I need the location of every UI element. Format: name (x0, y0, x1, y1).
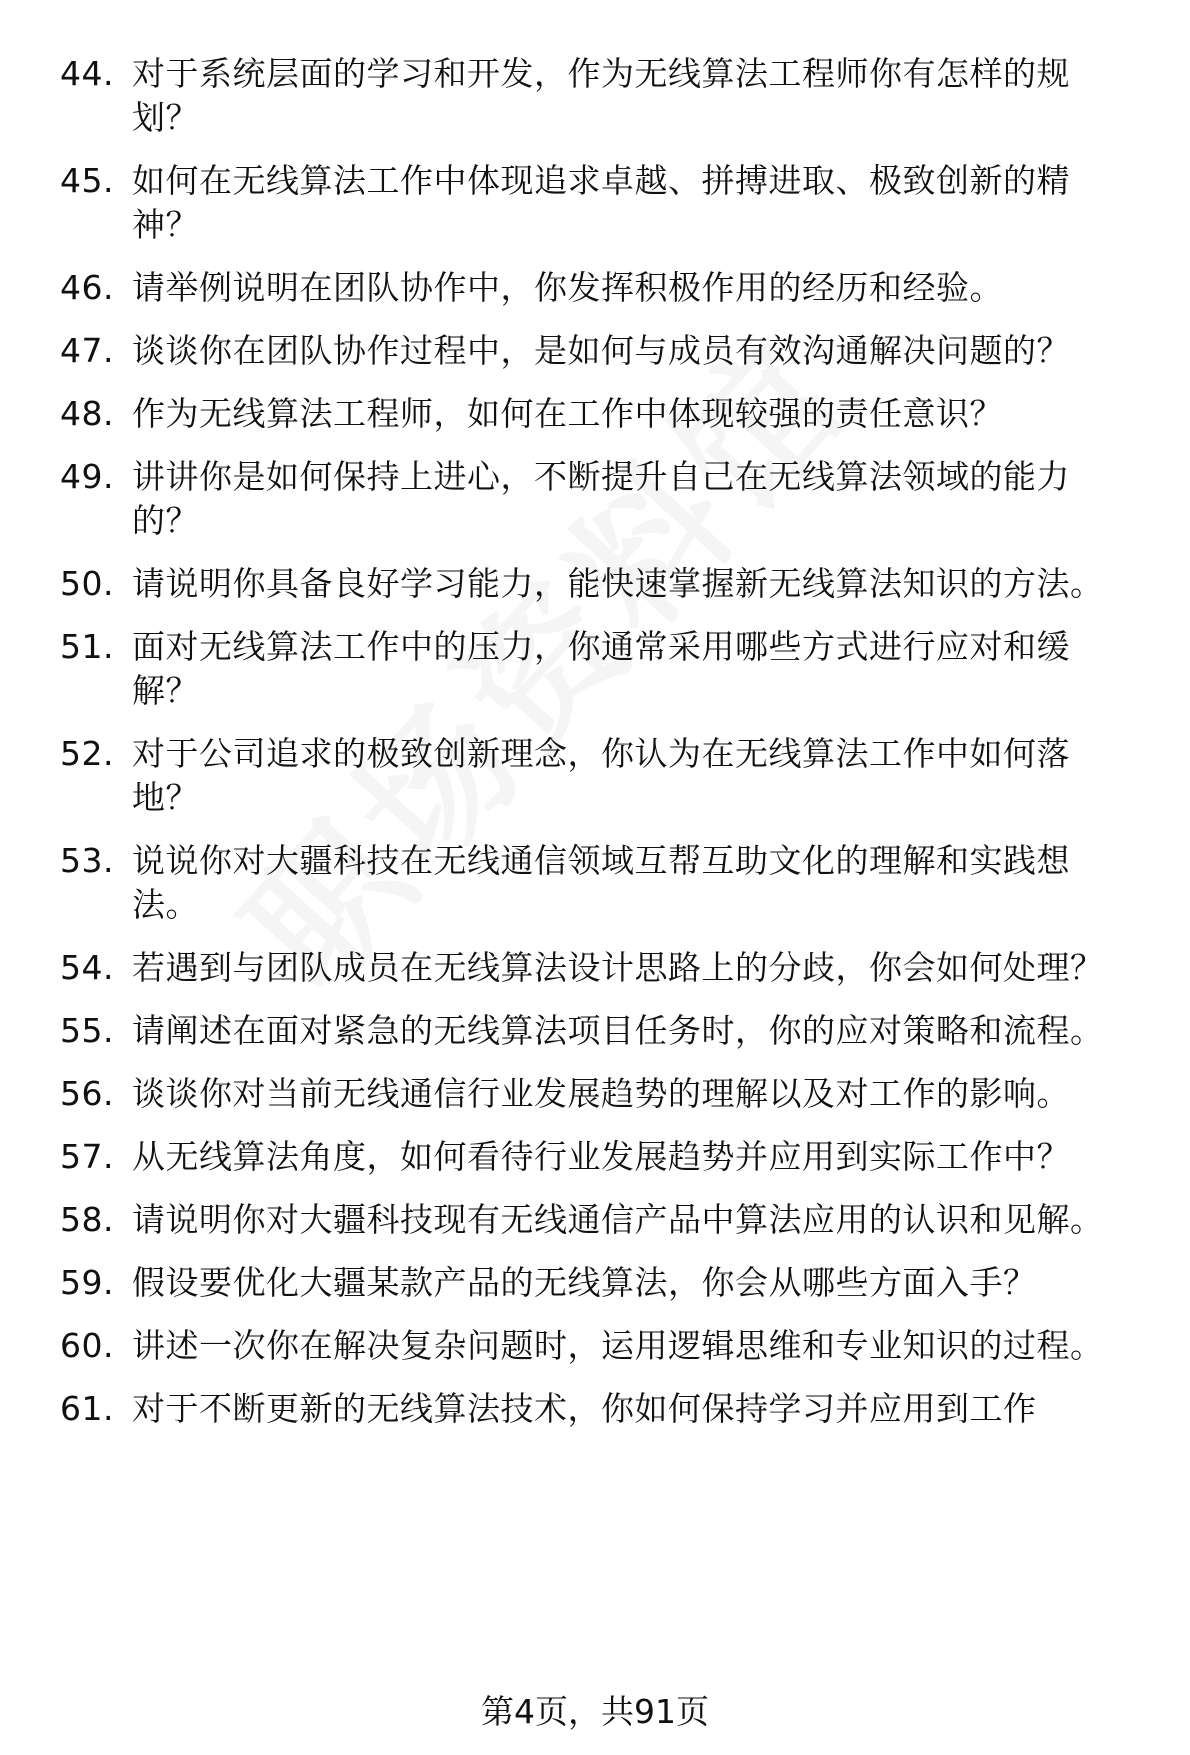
question-number: 49. (60, 457, 114, 496)
question-text: 作为无线算法工程师，如何在工作中体现较强的责任意识？ (132, 394, 1003, 433)
question-text: 如何在无线算法工作中体现追求卓越、拼搏进取、极致创新的精神？ (132, 161, 1070, 244)
question-number: 53. (60, 841, 114, 880)
question-number: 52. (60, 734, 114, 773)
question-text: 假设要优化大疆某款产品的无线算法，你会从哪些方面入手？ (132, 1263, 1037, 1302)
question-item (60, 52, 1128, 140)
question-number: 51. (60, 627, 114, 666)
question-item (60, 1387, 1128, 1431)
question-text: 从无线算法角度，如何看待行业发展趋势并应用到实际工作中？ (132, 1137, 1070, 1176)
question-text: 若遇到与团队成员在无线算法设计思路上的分歧，你会如何处理？ (132, 948, 1104, 987)
question-number: 48. (60, 394, 114, 433)
question-item (60, 625, 1128, 713)
question-number: 44. (60, 54, 114, 93)
question-number: 59. (60, 1263, 114, 1302)
question-item (60, 1261, 1128, 1305)
question-item (60, 266, 1128, 310)
question-number: 57. (60, 1137, 114, 1176)
question-number: 56. (60, 1074, 114, 1113)
question-item (60, 1009, 1128, 1053)
question-item (60, 839, 1128, 927)
question-number: 45. (60, 161, 114, 200)
question-item (60, 455, 1128, 543)
question-number: 54. (60, 948, 114, 987)
question-item (60, 562, 1128, 606)
question-item (60, 732, 1128, 820)
question-text: 请举例说明在团队协作中，你发挥积极作用的经历和经验。 (132, 268, 1003, 307)
question-text: 请阐述在面对紧急的无线算法项目任务时，你的应对策略和流程。 (132, 1011, 1104, 1050)
question-number: 55. (60, 1011, 114, 1050)
question-item (60, 946, 1128, 990)
question-text: 请说明你具备良好学习能力，能快速掌握新无线算法知识的方法。 (132, 564, 1104, 603)
question-text: 讲讲你是如何保持上进心，不断提升自己在无线算法领域的能力的？ (132, 457, 1070, 540)
question-number: 60. (60, 1326, 114, 1365)
question-item (60, 1198, 1128, 1242)
question-item (60, 392, 1128, 436)
question-text: 对于系统层面的学习和开发，作为无线算法工程师你有怎样的规划？ (132, 54, 1070, 137)
question-number: 61. (60, 1389, 114, 1428)
question-text: 谈谈你对当前无线通信行业发展趋势的理解以及对工作的影响。 (132, 1074, 1070, 1113)
question-text: 讲述一次你在解决复杂问题时，运用逻辑思维和专业知识的过程。 (132, 1326, 1104, 1365)
question-item (60, 159, 1128, 247)
question-text: 面对无线算法工作中的压力，你通常采用哪些方式进行应对和缓解？ (132, 627, 1070, 710)
page-footer: 第4页，共91页 (481, 1692, 709, 1731)
question-item (60, 329, 1128, 373)
question-item (60, 1072, 1128, 1116)
question-number: 46. (60, 268, 114, 307)
question-number: 50. (60, 564, 114, 603)
question-text: 对于公司追求的极致创新理念，你认为在无线算法工作中如何落地？ (132, 734, 1070, 817)
question-text: 对于不断更新的无线算法技术，你如何保持学习并应用到工作 (132, 1389, 1037, 1428)
question-text: 谈谈你在团队协作过程中，是如何与成员有效沟通解决问题的？ (132, 331, 1070, 370)
question-text: 说说你对大疆科技在无线通信领域互帮互助文化的理解和实践想法。 (132, 841, 1070, 924)
question-item (60, 1135, 1128, 1179)
question-text: 请说明你对大疆科技现有无线通信产品中算法应用的认识和见解。 (132, 1200, 1104, 1239)
question-list (60, 52, 1150, 1450)
question-number: 47. (60, 331, 114, 370)
question-number: 58. (60, 1200, 114, 1239)
question-item (60, 1324, 1128, 1368)
